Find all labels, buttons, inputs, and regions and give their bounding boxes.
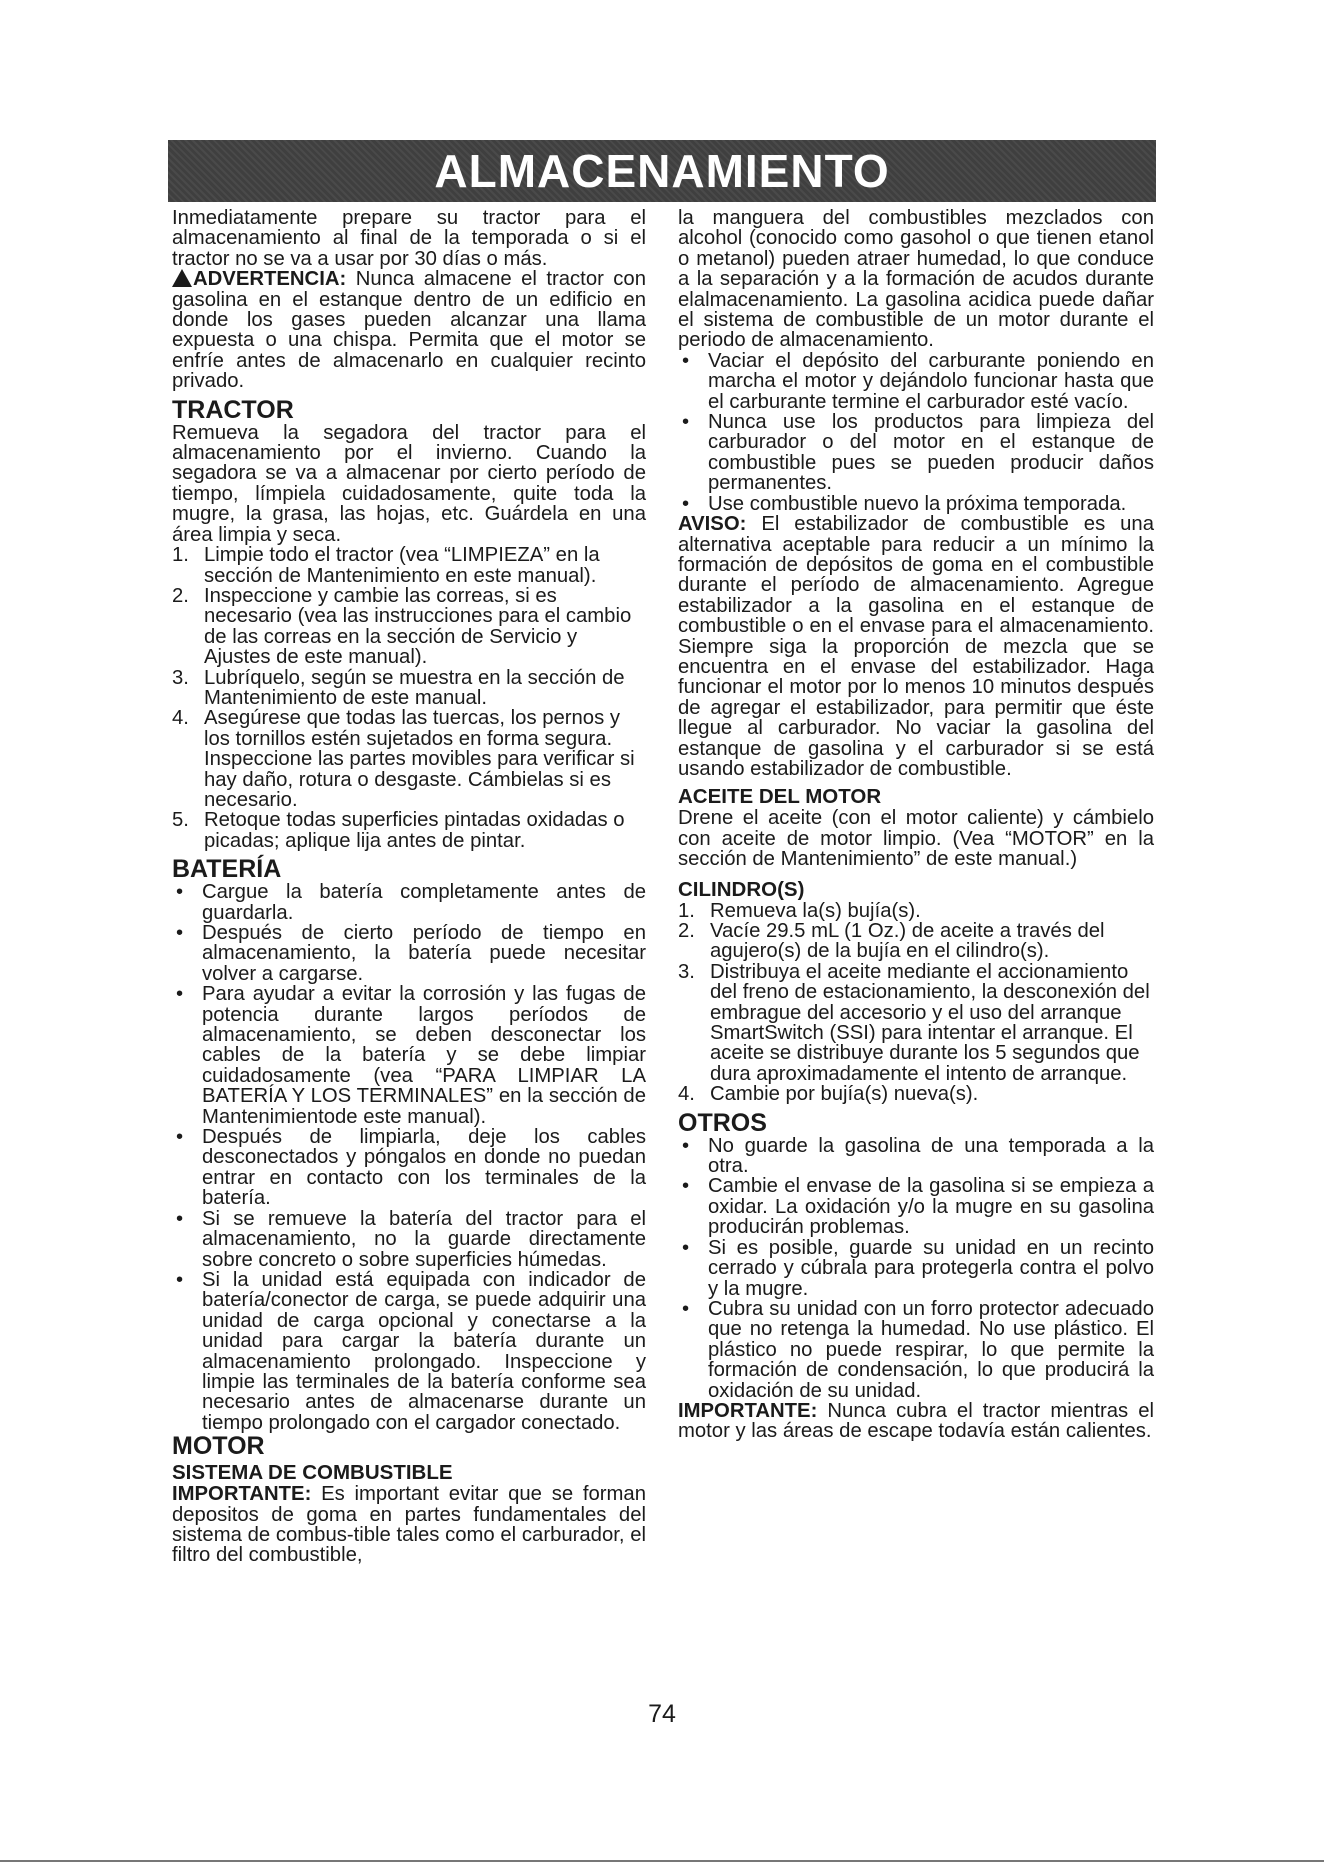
step-number: 2.	[172, 584, 189, 607]
list-item	[678, 921, 1154, 962]
step-number: 5.	[172, 809, 189, 832]
importante-final-paragraph	[678, 1401, 1154, 1442]
list-item: • Después de limpiarla, deje los cables desconectados y póngalos en donde no puedan entrar en contacto con los terminales de la batería.	[172, 1127, 646, 1209]
cilindros-steps	[678, 901, 1154, 1105]
list-item: • Para ayudar a evitar la corrosión y las fugas de potencia durante largos períodos de almacenamiento, se deben desconectar los cables de la batería y se debe limpiar cuidadosamente (vea “PARA LIMPIAR LA BATERÍA Y LOS TERMINALES” en la sección de Mantenimientode este manual).	[172, 984, 646, 1127]
step-text: Inspeccione y cambie las correas, si es necesario (vea las instrucciones para el cambio de las correas en la sección de Servicio y Ajustes de este manual).	[204, 584, 632, 669]
step-text: Vacíe 29.5 mL (1 Oz.) de aceite a través del agujero(s) de la bujía en el cilindro(s).	[710, 920, 1105, 963]
list-item: • Cargue la batería completamente antes de guardarla.	[172, 882, 646, 923]
list-item: • Nunca use los productos para limpieza del carburador o del motor en el estanque de combustible pues se pueden producir daños permanentes.	[678, 412, 1154, 494]
aviso-text: El estabilizador de combustible es una alternativa aceptable para reducir a un mínimo la formación de depósitos de goma en el combustible durante el período de almacenamiento. Agregue estabilizador a la gasolina en el estanque de combustible o en el envase para el almacenamiento. Siempre siga la proporción de mezcla que se encuentra en el envase del estabilizador. Haga funcionar el motor por lo menos 10 minutos después de agregar el estabilizador, para permitir que éste llegue al carburador. No vaciar la gasolina del estanque de gasolina y el carburador si se está usando estabilizador de combustible.	[678, 513, 1154, 780]
aviso-label: AVISO:	[678, 513, 747, 536]
section-banner	[168, 140, 1156, 202]
step-number: 4.	[678, 1083, 695, 1106]
importante-text: Es important evitar que se forman depositos de goma en partes fundamentales del sistema de combus-tible tales como el carburador, el filtro del combustible,	[172, 1483, 646, 1567]
step-text: Limpie todo el tractor (vea “LIMPIEZA” en la sección de Mantenimiento en este manual).	[204, 544, 600, 587]
warning-triangle-icon	[172, 269, 192, 287]
bottom-rule	[0, 1860, 1324, 1862]
heading-tractor: TRACTOR	[172, 395, 294, 424]
heading-aceite-motor: ACEITE DEL MOTOR	[678, 785, 882, 809]
heading-cilindros: CILINDRO(S)	[678, 877, 805, 901]
list-item	[678, 1084, 1154, 1104]
step-number: 3.	[172, 666, 189, 689]
importante-final-text: Nunca cubra el tractor mientras el motor y las áreas de escape todavía están calientes.	[678, 1399, 1154, 1443]
otros-list	[678, 1136, 1154, 1401]
combustible-list	[678, 351, 1154, 514]
step-text: Retoque todas superficies pintadas oxidadas o picadas; aplique lija antes de pintar.	[204, 809, 625, 852]
step-number: 1.	[172, 544, 189, 567]
list-item: • Use combustible nuevo la próxima temporada.	[678, 494, 1154, 514]
list-item: • Después de cierto período de tiempo en almacenamiento, la batería puede necesitar volver a cargarse.	[172, 923, 646, 984]
step-number: 2.	[678, 920, 695, 942]
list-item: • Si se remueve la batería del tractor para el almacenamiento, no la guarde directamente sobre concreto o sobre superficies húmedas.	[172, 1209, 646, 1270]
step-number: 3.	[678, 960, 695, 983]
right-column	[678, 208, 1154, 1442]
step-text: Distribuya el aceite mediante el accionamiento del freno de estacionamiento, la desconexión del embrague del accesorio y el uso del arranque SmartSwitch (SSI) para intentar el arranque. El aceite se distribuye durante los 5 segundos que dura aproximadamente el intento de arranque.	[710, 960, 1150, 1085]
list-item	[678, 901, 1154, 921]
warning-label: ADVERTENCIA:	[193, 268, 347, 291]
left-column	[172, 208, 646, 1566]
importante-final-label: IMPORTANTE:	[678, 1399, 818, 1422]
list-item: • Vaciar el depósito del carburante poniendo en marcha el motor y dejándolo funcionar hasta que el carburante termine el carburador esté vacío.	[678, 351, 1154, 412]
list-item	[172, 586, 646, 668]
heading-sistema-combustible: SISTEMA DE COMBUSTIBLE	[172, 1461, 453, 1485]
importante-label: IMPORTANTE:	[172, 1483, 312, 1506]
list-item	[172, 810, 646, 851]
list-item	[172, 545, 646, 586]
heading-motor: MOTOR	[172, 1432, 265, 1461]
list-item: • Si la unidad está equipada con indicador de batería/conector de carga, se puede adquirir una unidad de carga opcional y conectarse a la unidad para cargar la batería durante un almacenamiento prolongado. Inspeccione y limpie las terminales de la batería conforme sea necesario antes de almacenarse durante un tiempo prolongado con el cargador conectado.	[172, 1270, 646, 1433]
aceite-paragraph: Drene el aceite (con el motor caliente) y cámbielo con aceite de motor limpio. (Vea “MOTOR” en la sección de Mantenimiento” de este manual.)	[678, 807, 1154, 871]
step-text: Lubríquelo, según se muestra en la sección de Mantenimiento de este manual.	[204, 666, 625, 709]
step-text: Cambie por bujía(s) nueva(s).	[710, 1083, 979, 1106]
heading-otros: OTROS	[678, 1108, 767, 1137]
tractor-paragraph: Remueva la segadora del tractor para el almacenamiento por el invierno. Cuando la segadora se va a almacenar por cierto período de tiempo, límpiela cuidadosamente, quite toda la mugre, la grasa, las hojas, etc. Guárdela en una área limpia y seca.	[172, 421, 646, 546]
page-number: 74	[648, 1700, 676, 1728]
bateria-list	[172, 882, 646, 1433]
warning-text: Nunca almacene el tractor con gasolina en el estanque dentro de un edificio en donde los gases pueden alcanzar una llama expuesta o una chispa. Permita que el motor se enfríe antes de almacenarlo en cualquier recinto privado.	[172, 268, 646, 393]
list-item: • Si es posible, guarde su unidad en un recinto cerrado y cúbrala para protegerla contra el polvo y la mugre.	[678, 1238, 1154, 1299]
list-item: • Cubra su unidad con un forro protector adecuado que no retenga la humedad. No use plástico. El plástico no puede respirar, lo que permite la formación de condensación, lo que producirá la oxidación de su unidad.	[678, 1299, 1154, 1401]
list-item: • No guarde la gasolina de una temporada a la otra.	[678, 1136, 1154, 1177]
continuation-paragraph: la manguera del combustibles mezclados con alcohol (conocido como gasohol o que tienen etanol o metanol) pueden atraer humedad, lo que conduce a la separación y a la formación de acudos durante elalmacenamiento. La gasolina acidica puede dañar el sistema de combustible de un motor durante el periodo de almacenamiento.	[678, 207, 1154, 352]
importante-paragraph	[172, 1484, 646, 1566]
tractor-steps	[172, 545, 646, 851]
list-item	[172, 708, 646, 810]
aviso-paragraph	[678, 514, 1154, 779]
list-item: • Cambie el envase de la gasolina si se empieza a oxidar. La oxidación y/o la mugre en su gasolina producirán problemas.	[678, 1176, 1154, 1237]
step-number: 1.	[678, 899, 695, 922]
list-item	[172, 668, 646, 709]
heading-bateria: BATERÍA	[172, 855, 282, 884]
step-text: Asegúrese que todas las tuercas, los pernos y los tornillos estén sujetados en forma segura. Inspeccione las partes movibles para verificar si hay daño, rotura o desgaste. Cámbielas si es necesario.	[204, 707, 635, 811]
list-item	[678, 962, 1154, 1084]
step-text: Remueva la(s) bujía(s).	[710, 899, 921, 922]
intro-paragraph: Inmediatamente prepare su tractor para el almacenamiento al final de la temporada o si el tractor no se va a usar por 30 días o más.	[172, 207, 646, 270]
warning-paragraph	[172, 269, 646, 391]
page-title: ALMACENAMIENTO	[434, 145, 890, 197]
step-number: 4.	[172, 707, 189, 730]
